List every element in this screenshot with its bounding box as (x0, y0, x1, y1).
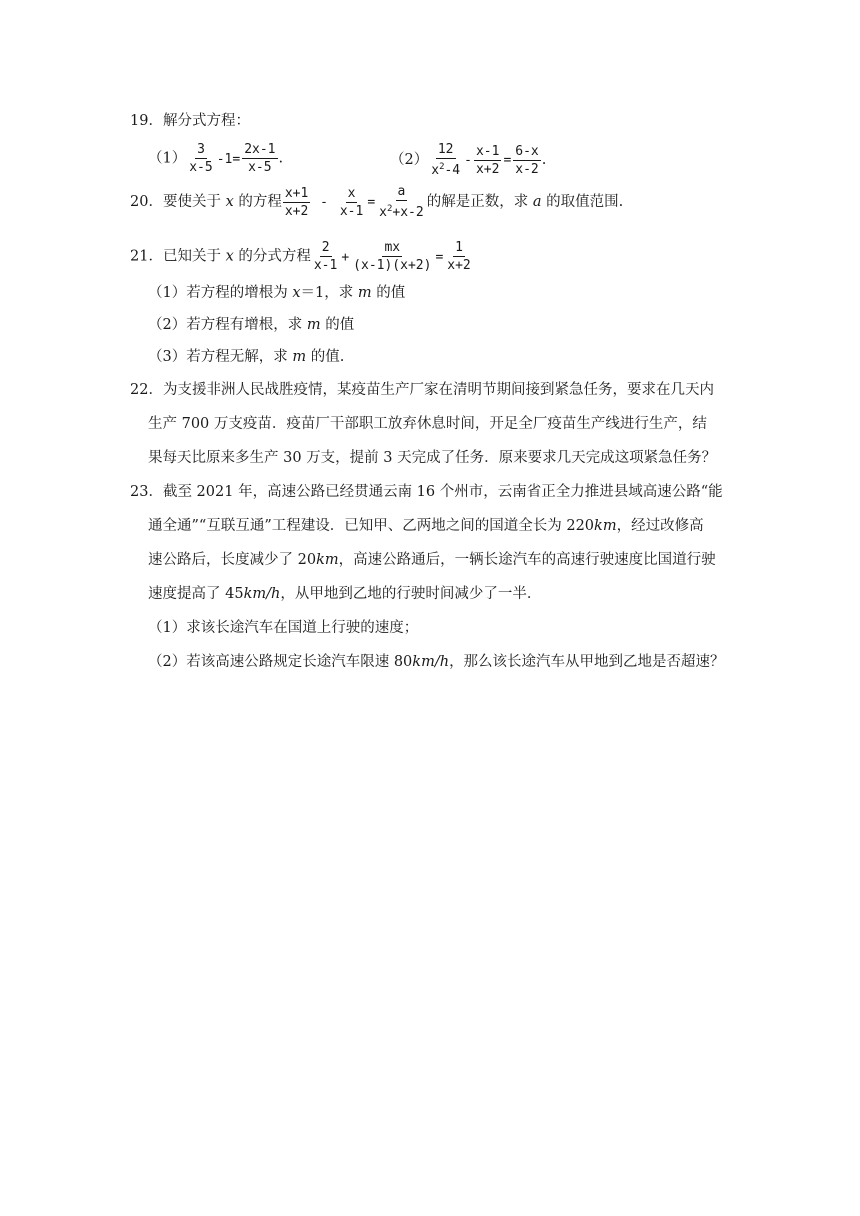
q20-var-a: a (532, 194, 542, 210)
q21-f1-num: 2 (321, 240, 330, 255)
q19-p1-minus-one: -1= (216, 151, 241, 167)
q23-line3-unit: km (316, 552, 339, 568)
q23-sub2 (148, 651, 725, 673)
q21-frac-2 (351, 240, 433, 273)
q19-part2 (390, 142, 546, 178)
q22-line3-text: 果每天比原来多生产 30 万支，提前 3 天完成了任务．原来要求几天完成这项紧急任务？ (148, 450, 717, 466)
q21-var-x: x (225, 248, 234, 265)
q21-sub1 (148, 282, 405, 304)
q20-f3-den-base: x (379, 205, 387, 220)
q21-s2-pre: （2）若方程有增根，求 (148, 317, 307, 333)
q21-s2-m: m (306, 317, 321, 333)
q22-line2-text: 生产 700 万支疫苗．疫苗厂干部职工放弃休息时间，开足全厂疫苗生产线进行生产，结 (148, 416, 707, 432)
q19-p2-c-den: x-2 (515, 161, 539, 177)
q19-p2-frac-a (429, 142, 462, 178)
q23-line2-pre: 通全通”“互联互通”工程建设．已知甲、乙两地之间的国道全长为 220 (148, 518, 595, 534)
q19-p1-a-num: 3 (197, 142, 205, 157)
q19-p2-minus: - (464, 153, 472, 168)
q22-line1-text: 22．为支援非洲人民战胜疫情，某疫苗生产厂家在清明节期间接到紧急任务，要求在几天内 (130, 382, 714, 398)
q23-s2-unit: km/h (412, 654, 450, 670)
q20-frac-2 (338, 186, 365, 219)
q23-line4 (148, 583, 541, 605)
q19-p2-a-den-exp: 2 (439, 162, 445, 172)
q19-p1-frac-a (187, 142, 214, 175)
q23-line3-post: ，高速公路通后，一辆长途汽车的高速行驶速度比国道行驶 (338, 552, 716, 568)
q21-s1-var: x (292, 285, 301, 301)
q19-p1-b-num: 2x-1 (244, 142, 276, 157)
q23-s1-text: （1）求该长途汽车在国道上行驶的速度； (148, 620, 419, 636)
q20-f3-num: a (397, 184, 406, 199)
q23-line2-post: ，经过改修高 (616, 518, 704, 534)
q20-suffix1: 的解是正数，求 (426, 194, 533, 210)
q19-p1-end: . (278, 150, 284, 167)
q23-line1-text: 23．截至 2021 年，高速公路已经贯通云南 16 个州市，云南省正全力推进县域高速公路“能 (130, 484, 723, 500)
q21-f3-num: 1 (455, 240, 463, 255)
q22-line2 (148, 413, 707, 435)
q21-prefix: 21．已知关于 (130, 248, 226, 265)
q21-s1-pre: （1）若方程的增根为 (148, 285, 293, 301)
q21-s3-m: m (292, 349, 307, 365)
q21-s2-end: 的值 (320, 317, 355, 333)
q19-p2-end: . (541, 152, 547, 168)
q20-suffix2: 的取值范围. (541, 194, 624, 210)
q21-frac-1 (312, 240, 339, 273)
q19-p2-a-den-base: x (431, 163, 440, 178)
q21 (130, 240, 474, 273)
q19-p1-frac-b (242, 142, 277, 175)
q21-s3-pre: （3）若方程无解，求 (148, 349, 293, 365)
q19-p1-label: （1） (148, 150, 187, 167)
q19-title-text: 19．解分式方程： (130, 113, 250, 129)
q23-line3 (148, 549, 716, 571)
q20-prefix: 20．要使关于 (130, 194, 226, 210)
q23-line2 (148, 515, 704, 537)
q21-f2-num: mx (384, 240, 401, 255)
q20-var-x: x (225, 194, 234, 210)
q20-f2-num: x (347, 185, 356, 201)
q21-sub2 (148, 314, 354, 336)
q19-p2-a-num: 12 (437, 142, 454, 157)
q19-p2-eq: = (503, 153, 512, 168)
q21-f1-den: x-1 (313, 258, 338, 273)
q22-line3 (148, 447, 716, 469)
q22-line1 (130, 379, 714, 401)
q19-p2-a-den-rest: -4 (444, 163, 461, 178)
q21-s1-mid: ＝1，求 (300, 285, 358, 301)
q20-f1-den: x+2 (284, 203, 309, 219)
q23-line4-unit: km/h (243, 586, 281, 602)
q23-s2-pre: （2）若该高速公路规定长途汽车限速 80 (148, 654, 413, 670)
q19-p1-b-den: x-5 (248, 160, 272, 175)
q21-mid: 的分式方程 (233, 248, 311, 265)
q21-s1-end: 的值 (371, 285, 406, 301)
q20-f3-den-rest: +x-2 (392, 205, 424, 220)
q19-title (130, 110, 250, 132)
q21-s3-end: 的值. (306, 349, 345, 365)
q19-p2-c-num: 6-x (515, 143, 539, 159)
q20-frac-1 (283, 186, 310, 219)
q23-line4-post: ，从甲地到乙地的行驶时间减少了一半． (280, 586, 542, 602)
q20-minus: - (312, 195, 336, 210)
q19-p2-frac-b (474, 144, 501, 177)
q21-eq: = (435, 249, 444, 265)
q23-line1 (130, 481, 723, 503)
q19-p2-frac-c (513, 144, 540, 177)
q21-s1-m: m (357, 285, 372, 301)
q20-mid: 的方程 (233, 194, 282, 210)
q20-f3-den (377, 201, 426, 220)
q20-f3-den-exp: 2 (386, 204, 393, 214)
q20-f2-den: x-1 (339, 203, 364, 219)
q23-line3-pre: 速公路后，长度减少了 20 (148, 552, 317, 568)
q23-sub1 (148, 617, 418, 639)
q19-p2-a-den (429, 159, 462, 178)
q21-sub3 (148, 346, 344, 368)
q19-part1 (148, 142, 283, 175)
q19-p2-b-num: x-1 (475, 143, 500, 159)
q23-line4-pre: 速度提高了 45 (148, 586, 244, 602)
q21-plus: + (341, 249, 350, 265)
q23-s2-post: ，那么该长途汽车从甲地到乙地是否超速？ (449, 654, 725, 670)
q20-frac-3 (377, 184, 426, 220)
q21-f3-den: x+2 (447, 258, 471, 273)
q19-p1-a-den: x-5 (189, 160, 213, 175)
q20-f1-num: x+1 (284, 185, 309, 201)
q19-p2-label: （2） (390, 152, 429, 168)
q21-f2-den: (x-1)(x+2) (353, 258, 432, 273)
q19-p2-b-den: x+2 (475, 161, 500, 177)
q20-eq: = (367, 195, 376, 210)
q23-line2-unit: km (594, 518, 617, 534)
q21-frac-3 (445, 240, 472, 273)
q20 (130, 184, 623, 220)
